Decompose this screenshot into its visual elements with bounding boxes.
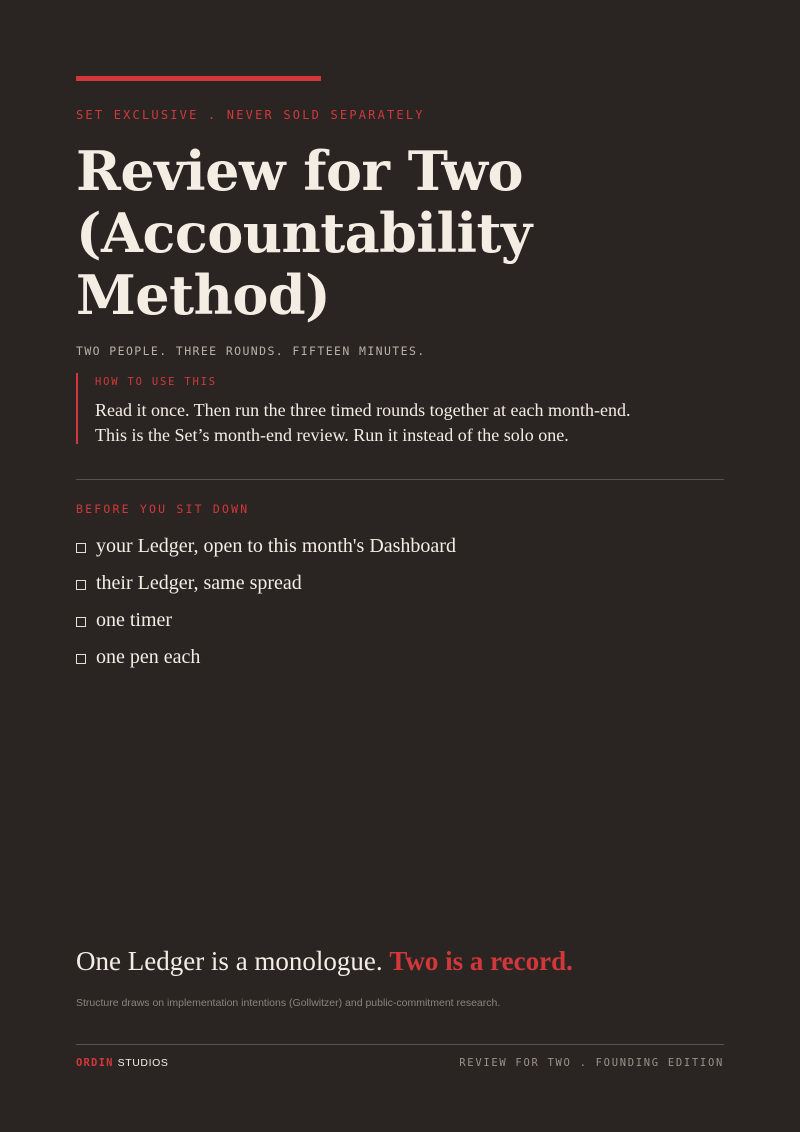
tagline-accent: Two is a record. [389,946,573,976]
document-page [76,0,724,1132]
checklist-heading: BEFORE YOU SIT DOWN [76,502,250,516]
eyebrow-label: SET EXCLUSIVE . NEVER SOLD SEPARATELY [76,108,425,122]
brand-logo [76,1057,168,1069]
checklist-item [76,528,456,565]
checklist-item-label: their Ledger, same spread [96,572,302,594]
checklist-item [76,639,456,676]
checkbox-icon[interactable] [76,580,86,590]
checklist-item [76,565,456,602]
how-to-text: Read it once. Then run the three timed rounds together at each month-end. This is the Set’s month-end review. Run it instead of the solo one. [95,400,631,445]
brand-mark: ORDIN [76,1057,114,1069]
checklist [76,528,456,676]
footer-divider [76,1044,724,1045]
how-to-label: HOW TO USE THIS [95,376,217,388]
page-subtitle: TWO PEOPLE. THREE ROUNDS. FIFTEEN MINUTES. [76,344,426,358]
checklist-item [76,602,456,639]
checkbox-icon[interactable] [76,617,86,627]
section-divider [76,479,724,480]
tagline [76,946,573,977]
checklist-item-label: one timer [96,609,173,631]
checkbox-icon[interactable] [76,543,86,553]
edition-label: REVIEW FOR TWO . FOUNDING EDITION [459,1057,724,1069]
research-footnote: Structure draws on implementation intentions (Gollwitzer) and public-commitment research. [76,997,501,1009]
checklist-item-label: your Ledger, open to this month's Dashboard [96,535,456,557]
how-to-callout [76,373,678,444]
top-accent-rule [76,76,321,81]
checkbox-icon[interactable] [76,654,86,664]
tagline-plain: One Ledger is a monologue. [76,946,383,976]
page-title: Review for Two (Accountability Method) [76,139,532,327]
checklist-item-label: one pen each [96,646,201,668]
brand-name: STUDIOS [117,1057,169,1069]
